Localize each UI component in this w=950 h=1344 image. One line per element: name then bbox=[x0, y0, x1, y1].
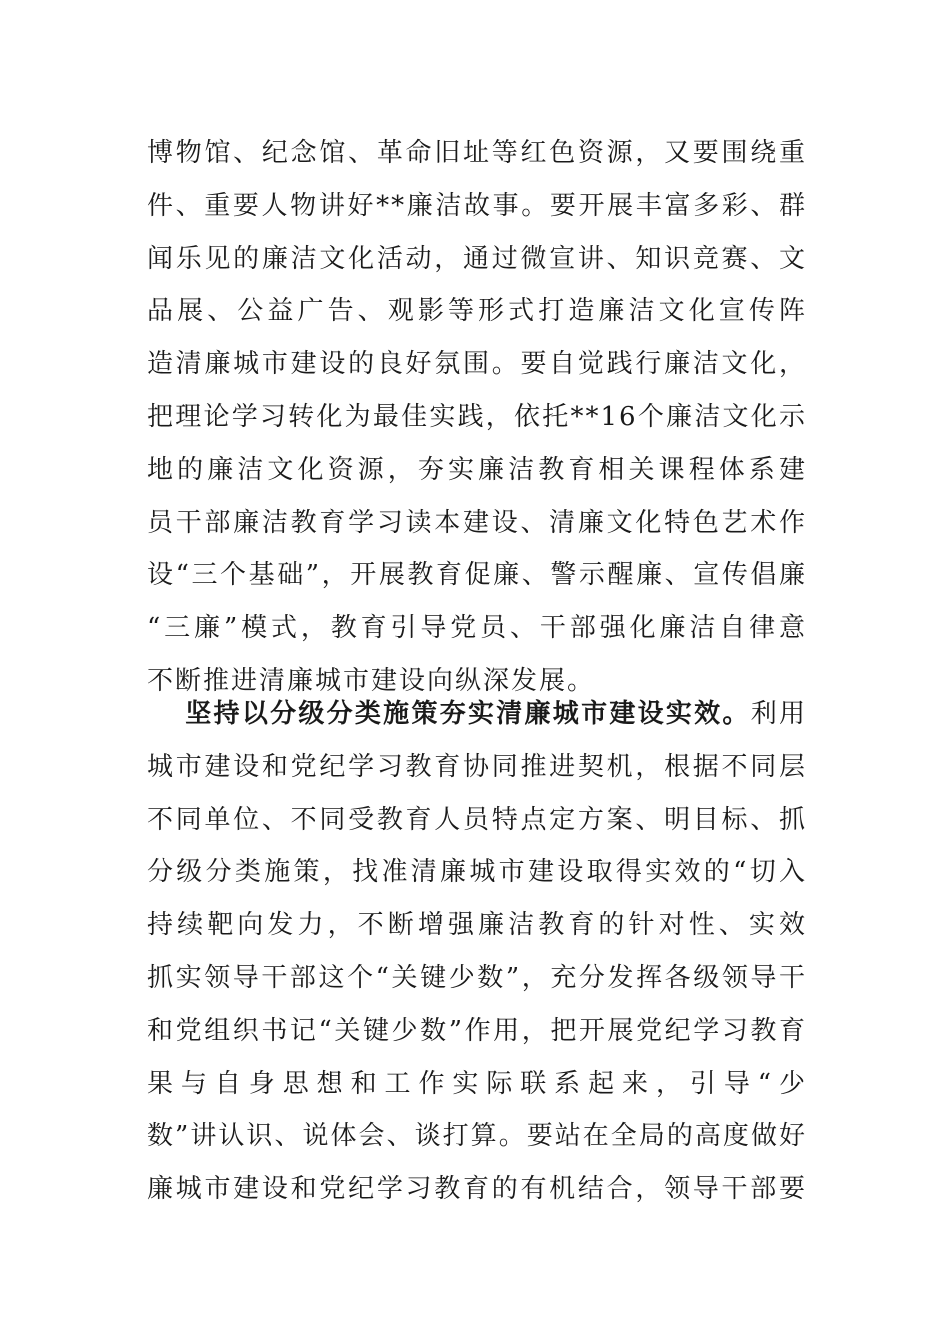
paragraph-line: 和党组织书记“关键少数”作用，把开展党纪学习教育 bbox=[147, 1015, 807, 1046]
paragraph-line: 造清廉城市建设的良好氛围。要自觉践行廉洁文化， bbox=[147, 349, 807, 380]
paragraph-line: 抓实领导干部这个“关键少数”，充分发挥各级领导干 bbox=[147, 962, 807, 993]
paragraph-first-line bbox=[147, 688, 807, 741]
paragraph-line: “三廉”模式，教育引导党员、干部强化廉洁自律意 bbox=[147, 613, 807, 644]
paragraph-heading: 坚持以分级分类施策夯实清廉城市建设实效。 bbox=[185, 699, 751, 729]
paragraph-line: 把理论学习转化为最佳实践，依托**16个廉洁文化示 bbox=[147, 401, 807, 432]
paragraph-line: 博物馆、纪念馆、革命旧址等红色资源，又要围绕重 bbox=[147, 138, 807, 168]
paragraph-2 bbox=[147, 688, 807, 1216]
paragraph-line: 数”讲认识、说体会、谈打算。要站在全局的高度做好 bbox=[147, 1121, 807, 1152]
paragraph-1 bbox=[147, 127, 807, 708]
paragraph-line: 果与自身思想和工作实际联系起来，引导“少 bbox=[147, 1068, 807, 1099]
paragraph-line: 件、重要人物讲好**廉洁故事。要开展丰富多彩、群 bbox=[147, 190, 807, 221]
paragraph-line: 持续靶向发力，不断增强廉洁教育的针对性、实效 bbox=[147, 910, 807, 941]
paragraph-line: 员干部廉洁教育学习读本建设、清廉文化特色艺术作 bbox=[147, 507, 807, 538]
paragraph-line: 闻乐见的廉洁文化活动，通过微宣讲、知识竞赛、文 bbox=[147, 243, 807, 274]
paragraph-line: 不断推进清廉城市建设向纵深发展。 bbox=[147, 665, 596, 696]
paragraph-line: 分级分类施策，找准清廉城市建设取得实效的“切入 bbox=[147, 857, 807, 888]
paragraph-line-rest: 利用 bbox=[750, 699, 807, 729]
paragraph-line: 地的廉洁文化资源，夯实廉洁教育相关课程体系建 bbox=[147, 454, 807, 485]
paragraph-line: 设“三个基础”，开展教育促廉、警示醒廉、宣传倡廉 bbox=[147, 560, 807, 591]
paragraph-line: 不同单位、不同受教育人员特点定方案、明目标、抓 bbox=[147, 804, 807, 835]
paragraph-line: 廉城市建设和党纪学习教育的有机结合，领导干部要 bbox=[147, 1174, 807, 1205]
paragraph-line: 城市建设和党纪学习教育协同推进契机，根据不同层 bbox=[147, 751, 807, 782]
paragraph-line: 品展、公益广告、观影等形式打造廉洁文化宣传阵 bbox=[147, 296, 807, 327]
